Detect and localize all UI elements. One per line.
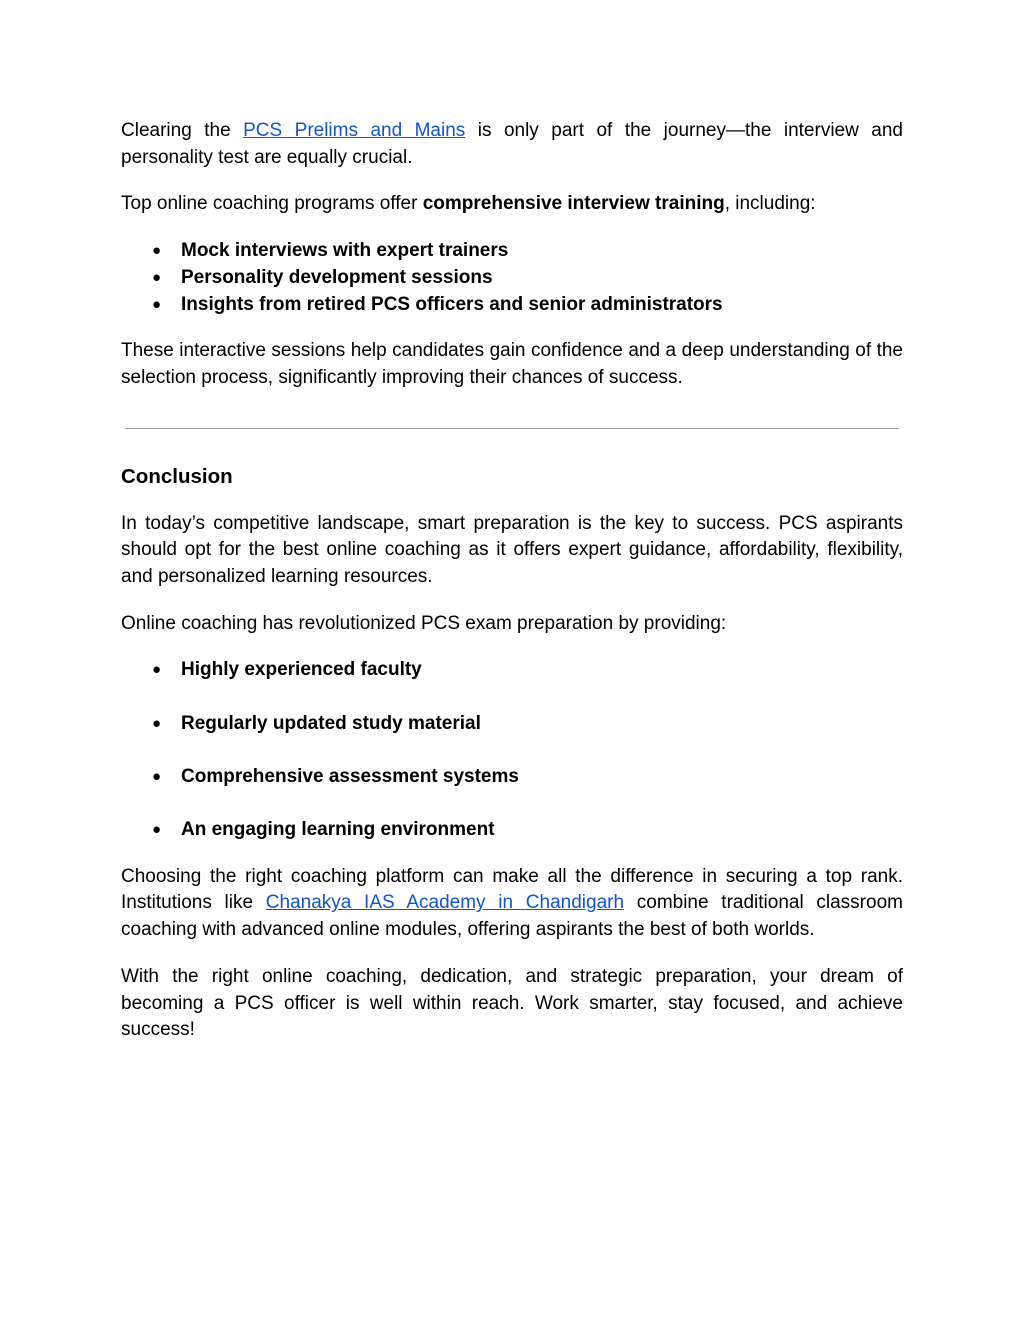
list-item — [121, 292, 903, 319]
conclusion-paragraph: In today’s competitive landscape, smart preparation is the key to success. PCS aspirants should opt for the best online coaching as it offers expert guidance, affordability, flexibility, and personalized learning resources. — [121, 512, 903, 588]
intro-text-end: is only part of the journey—the interview and personality test are equally crucial. — [121, 120, 903, 168]
list-item — [121, 238, 903, 265]
choosing-text-start: Choosing the right coaching platform can make all the difference in securing a top rank. Institutions like — [121, 865, 903, 914]
bullet-icon: ● — [152, 767, 162, 785]
list-item — [121, 764, 903, 791]
list-item-text: Comprehensive assessment systems — [181, 765, 519, 787]
intro-paragraph — [121, 118, 903, 171]
list-item-text: Personality development sessions — [181, 266, 493, 288]
list-item-text: An engaging learning environment — [181, 819, 495, 841]
training-text-end: , including: — [724, 193, 816, 215]
list-item-text: Regularly updated study material — [181, 712, 481, 734]
list-item-text: Insights from retired PCS officers and senior administrators — [181, 293, 723, 315]
intro-text-start: Clearing the — [121, 120, 244, 141]
choosing-text-end: combine traditional classroom coaching with advanced online modules, offering aspirants the best of both worlds. — [121, 892, 903, 941]
training-list — [121, 238, 903, 318]
bullet-icon: ● — [152, 268, 162, 286]
choosing-paragraph — [121, 864, 903, 944]
list-item-text: Highly experienced faculty — [181, 659, 422, 681]
bullet-icon: ● — [152, 661, 162, 679]
training-text-start: Top online coaching programs offer — [121, 193, 423, 215]
benefits-list — [121, 657, 903, 843]
list-item — [121, 265, 903, 292]
bullet-icon: ● — [152, 295, 162, 313]
training-emphasis: comprehensive interview training — [422, 193, 725, 215]
chanakya-academy-link[interactable]: Chanakya IAS Academy in Chandigarh — [265, 892, 625, 914]
list-item — [121, 711, 903, 738]
closing-paragraph: With the right online coaching, dedication, and strategic preparation, your dream of becoming a PCS officer is well within reach. Work smarter, stay focused, and achieve success! — [121, 965, 903, 1041]
document-page — [121, 118, 903, 1044]
training-paragraph — [121, 191, 903, 218]
providing-paragraph: Online coaching has revolutionized PCS exam preparation by providing: — [121, 612, 727, 634]
bullet-icon: ● — [152, 242, 162, 260]
bullet-icon: ● — [152, 714, 162, 732]
conclusion-heading: Conclusion — [121, 464, 233, 488]
sessions-paragraph: These interactive sessions help candidates gain confidence and a deep understanding of the selection process, significantly improving their chances of success. — [121, 340, 903, 388]
list-item — [121, 817, 903, 844]
pcs-prelims-mains-link[interactable]: PCS Prelims and Mains — [243, 120, 466, 141]
list-item — [121, 657, 903, 684]
bullet-icon: ● — [152, 821, 162, 839]
section-divider — [125, 428, 899, 429]
list-item-text: Mock interviews with expert trainers — [181, 240, 509, 262]
